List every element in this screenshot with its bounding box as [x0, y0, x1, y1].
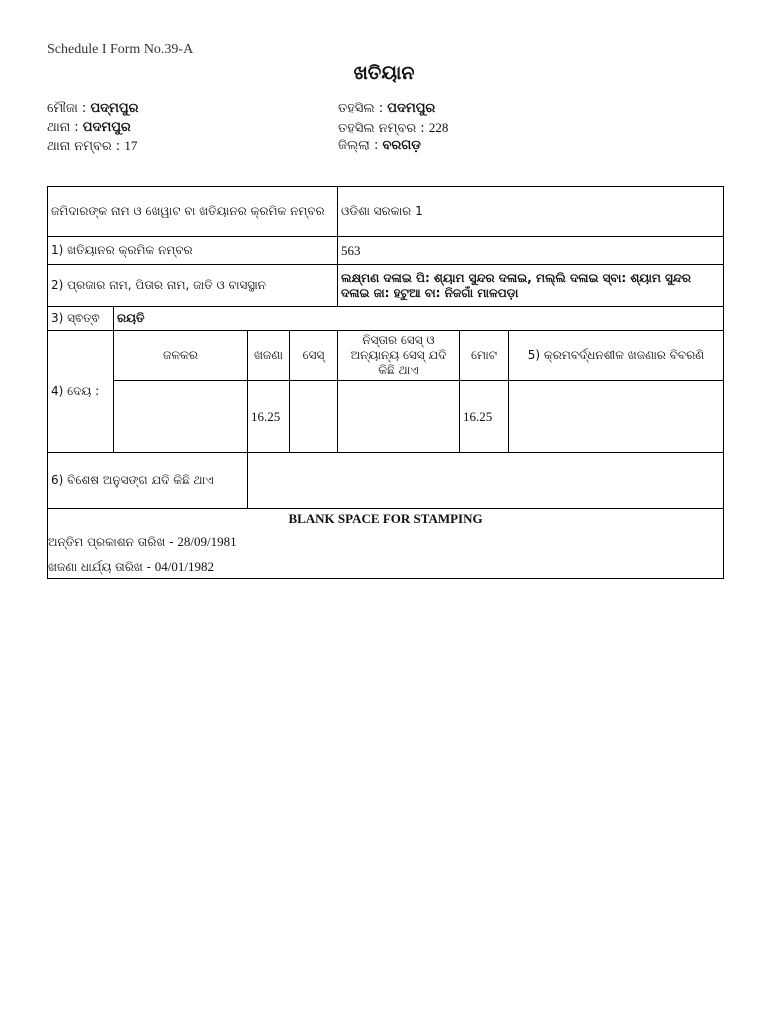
thana-line — [47, 120, 131, 136]
khajana-value-cell — [248, 381, 290, 453]
mouza-value: ପଦ୍ମପୁର — [90, 101, 139, 116]
dues-label-cell — [48, 331, 114, 453]
schedule-form-no: Schedule I Form No.39-A — [47, 42, 194, 57]
final-publication-label: ଅନ୍ତିମ ପ୍ରକାଶନ ତାରିଖ - — [48, 535, 174, 549]
landlord-value: ଓଡିଶା ସରକାର 1 — [341, 204, 423, 218]
right-label-cell — [48, 307, 114, 331]
final-publication-date: 28/09/1981 — [177, 534, 237, 549]
mot-value: 16.25 — [463, 408, 493, 424]
landlord-value-cell — [338, 187, 724, 237]
khajana-header — [248, 331, 290, 381]
thana-value: ପଦମପୁର — [82, 120, 131, 135]
right-value: ରୟତି — [117, 311, 145, 325]
dues-header-row — [48, 331, 724, 381]
tenant-value: ଲକ୍ଷ୍ମଣ ଦଳାଇ ପି: ଶ୍ୟାମ ସୁନ୍ଦର ଦଳାଇ, ମଲ୍ଲି ଦଳାଇ ସ୍ବା: ଶ୍ୟାମ ସୁନ୍ଦର ଦଳାଇ ଜା: ହଟୁଆ ବା: ନିଜଗାଁ ମାଳପଡ଼ା — [341, 270, 692, 300]
nistar-header — [338, 331, 460, 381]
tahasil-no-line — [338, 120, 448, 137]
dues-label: 4) ଦେୟ : — [51, 384, 100, 398]
district-value: ବରଗଡ଼ — [382, 138, 421, 153]
tahasil-label: ତହସିଲ : — [338, 101, 384, 116]
table-row — [48, 237, 724, 265]
nistar-header-text: ନିସ୍ତାର ସେସ୍ ଓ ଅନ୍ୟାନ୍ୟ ସେସ୍ ଯଦି କିଛି ଥାଏ — [350, 333, 447, 377]
thana-no-label: ଥାନା ନମ୍ବର : — [47, 139, 121, 154]
nistar-value — [338, 381, 460, 453]
stamp-title: BLANK SPACE FOR STAMPING — [288, 511, 483, 526]
ses-header-text: ସେସ୍ — [302, 348, 325, 362]
progressive-rent-header-text: 5) କ୍ରମବର୍ଦ୍ଧନଶୀଳ ଖଜଣାର ବିବରଣି — [527, 348, 705, 362]
tahasil-no-label: ତହସିଲ ନମ୍ବର : — [338, 121, 425, 136]
mouza-line — [47, 101, 138, 117]
khajana-date-label: ଖଜଣା ଧାର୍ଯ୍ୟ ତାରିଖ - — [48, 560, 151, 574]
ses-header — [290, 331, 338, 381]
district-line — [338, 138, 421, 154]
jalakar-value — [114, 381, 248, 453]
tahasil-no-value: 228 — [428, 120, 449, 135]
mouza-label: ମୌଜା : — [47, 101, 87, 116]
khatiyan-table — [47, 186, 724, 579]
tenant-label: 2) ପ୍ରଜାର ନାମ, ପିତାର ନାମ, ଜାତି ଓ ବାସସ୍ଥାନ — [51, 278, 266, 292]
jalakar-header — [114, 331, 248, 381]
tahasil-line — [338, 101, 435, 117]
khatiyan-no-label: 1) ଖତିୟାନର କ୍ରମିକ ନମ୍ବର — [51, 243, 193, 257]
khatiyan-no-value-cell — [338, 237, 724, 265]
landlord-label-cell — [48, 187, 338, 237]
remarks-label-cell — [48, 453, 248, 509]
jalakar-header-text: ଜଳକର — [163, 348, 198, 362]
mot-value-cell — [460, 381, 509, 453]
thana-no-line — [47, 138, 137, 155]
tenant-value-cell — [338, 265, 724, 307]
khajana-value: 16.25 — [251, 408, 281, 424]
mot-header-text: ମୋଟ — [470, 348, 498, 362]
thana-no-value: 17 — [124, 138, 138, 153]
stamp-row — [48, 509, 724, 579]
final-publication-line — [48, 534, 723, 550]
table-row — [48, 187, 724, 237]
khajana-header-text: ଖଜଣା — [253, 348, 284, 362]
right-label: 3) ସ୍ଵତ୍ଵ — [51, 311, 100, 325]
tahasil-value: ପଦମପୁର — [387, 101, 436, 116]
thana-label: ଥାନା : — [47, 120, 79, 135]
khatiyan-no-label-cell — [48, 237, 338, 265]
landlord-label: ଜମିଦାରଙ୍କ ନାମ ଓ ଖେୱାଟ ବା ଖତିୟାନର କ୍ରମିକ ନମ୍ବର — [51, 204, 325, 218]
district-label: ଜିଲ୍ଲା : — [338, 138, 379, 153]
khajana-date-line — [48, 559, 723, 575]
khatiyan-no-value: 563 — [341, 242, 361, 258]
stamp-cell — [48, 509, 724, 579]
table-row — [48, 265, 724, 307]
table-row — [48, 307, 724, 331]
remarks-label: 6) ବିଶେଷ ଅନୁସଙ୍ଗ ଯଦି କିଛି ଥାଏ — [51, 473, 214, 487]
tenant-label-cell — [48, 265, 338, 307]
mot-header — [460, 331, 509, 381]
khajana-date: 04/01/1982 — [154, 559, 214, 574]
progressive-rent-value — [509, 381, 724, 453]
table-row — [48, 453, 724, 509]
progressive-rent-header — [509, 331, 724, 381]
ses-value — [290, 381, 338, 453]
right-value-cell — [114, 307, 724, 331]
remarks-value-cell — [248, 453, 724, 509]
page-title: ଖତିୟାନ — [353, 62, 415, 84]
dues-value-row — [48, 381, 724, 453]
